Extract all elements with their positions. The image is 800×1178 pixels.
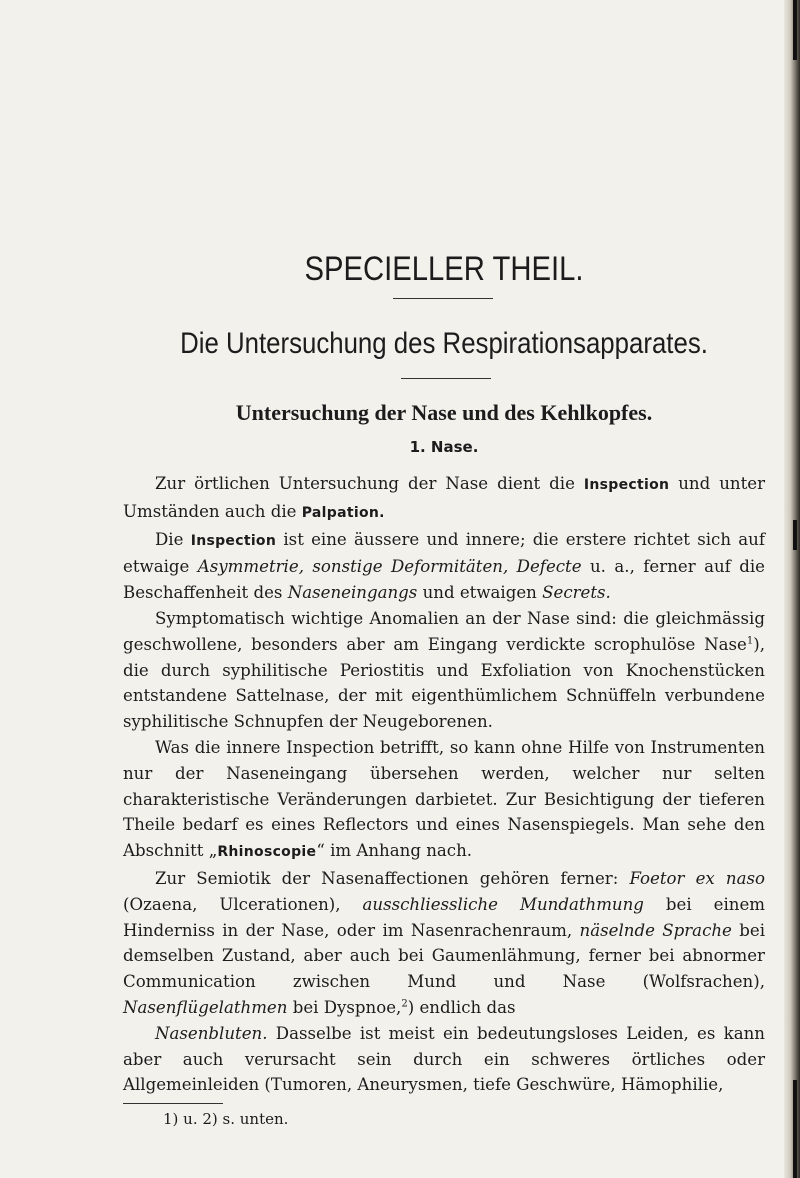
emphasized-term: Palpation.	[301, 504, 385, 521]
italic-term: Nasenbluten.	[155, 1023, 268, 1043]
text-run: Was die innere Inspection betrifft, so kann ohne Hilfe von Instrumenten nur der Naseneingang übersehen werden, welcher nur selten charakteristische Veränderungen darbietet. Zur Besichtigung der tieferen Theile bedarf es eines Reflectors und eines Nasenspiegels. Man sehe den Abschnitt „	[123, 737, 765, 861]
sub-title: 1. Nase.	[409, 438, 479, 456]
edge-shadow	[793, 520, 797, 550]
text-run: bei demselben Zustand, aber auch bei Gaumenlähmung, ferner bei abnormer Communication zwischen Mund und Nase (Wolfsrachen),	[123, 920, 765, 992]
text-run: ist eine äussere und innere; die erstere richtet sich auf etwaige	[123, 529, 765, 577]
text-run: “ im Anhang nach.	[316, 841, 473, 861]
body-text	[123, 471, 765, 1098]
text-run: und unter Umständen auch die	[123, 474, 766, 521]
divider-rule	[393, 298, 493, 299]
text-run: Die	[155, 529, 191, 549]
paragraph	[123, 471, 765, 527]
paragraph	[123, 735, 765, 866]
paragraph	[123, 866, 765, 1021]
text-run: Dasselbe ist meist ein bedeutungsloses Leiden, es kann aber auch verursacht sein durch ein schweres örtliches oder Allgemeinleiden (Tumoren, Aneurysmen, tiefe Geschwüre, Hämophilie,	[123, 1023, 765, 1095]
italic-term: näselnde Sprache	[579, 920, 732, 940]
emphasized-term: Inspection	[190, 532, 277, 549]
chapter-title: Die Untersuchung des Respirationsapparates.	[180, 327, 708, 360]
footnote: 1) u. 2) s. unten.	[163, 1110, 289, 1128]
text-run: bei einem Hinderniss in der Nase, oder im Nasenrachenraum,	[123, 894, 766, 940]
paragraph	[123, 527, 765, 606]
edge-shadow	[793, 0, 797, 60]
footnote-marker: 2	[401, 998, 408, 1010]
footnote-rule	[123, 1103, 223, 1104]
page-edge	[784, 0, 800, 1178]
italic-term: Nasenflügelathmen	[123, 997, 288, 1017]
emphasized-term: Rhinoscopie	[217, 844, 317, 861]
text-run: ), die durch syphilitische Periostitis und Exfoliation von Knochenstücken entstandene Sattelnase, der mit eigenthümlichem Schnüffeln verbundene syphilitische Schnupfen der Neugeborenen.	[123, 634, 765, 732]
text-run: bei Dyspnoe,	[287, 997, 402, 1017]
emphasized-term: Inspection	[583, 477, 670, 493]
italic-term: Naseneingangs	[287, 583, 418, 603]
paragraph	[123, 606, 765, 735]
section-title: Untersuchung der Nase und des Kehlkopfes.	[235, 400, 653, 425]
text-run: und etwaigen	[417, 583, 543, 603]
text-run: ) endlich das	[407, 997, 516, 1017]
text-run: Zur Semiotik der Nasenaffectionen gehören ferner:	[155, 868, 630, 888]
text-run: Zur örtlichen Untersuchung der Nase dient die	[155, 474, 584, 493]
text-run: (Ozaena, Ulcerationen),	[123, 894, 363, 914]
edge-shadow	[793, 1080, 797, 1178]
text-run: Symptomatisch wichtige Anomalien an der Nase sind: die gleichmässig geschwollene, besonders aber am Eingang verdickte scrophulöse Nase	[123, 608, 765, 654]
text-run: u. a., ferner auf die Beschaffenheit des	[123, 557, 765, 603]
italic-term: Secrets.	[542, 583, 611, 603]
italic-term: ausschliessliche Mundathmung	[362, 894, 644, 914]
divider-rule	[401, 378, 491, 379]
italic-term: Foetor ex naso	[629, 868, 765, 888]
footnote-marker: 1	[746, 635, 754, 647]
paragraph	[123, 1021, 765, 1098]
running-title: SPECIELLER THEIL.	[304, 250, 584, 288]
italic-term: Asymmetrie, sonstige Deformitäten, Defecte	[197, 557, 582, 577]
